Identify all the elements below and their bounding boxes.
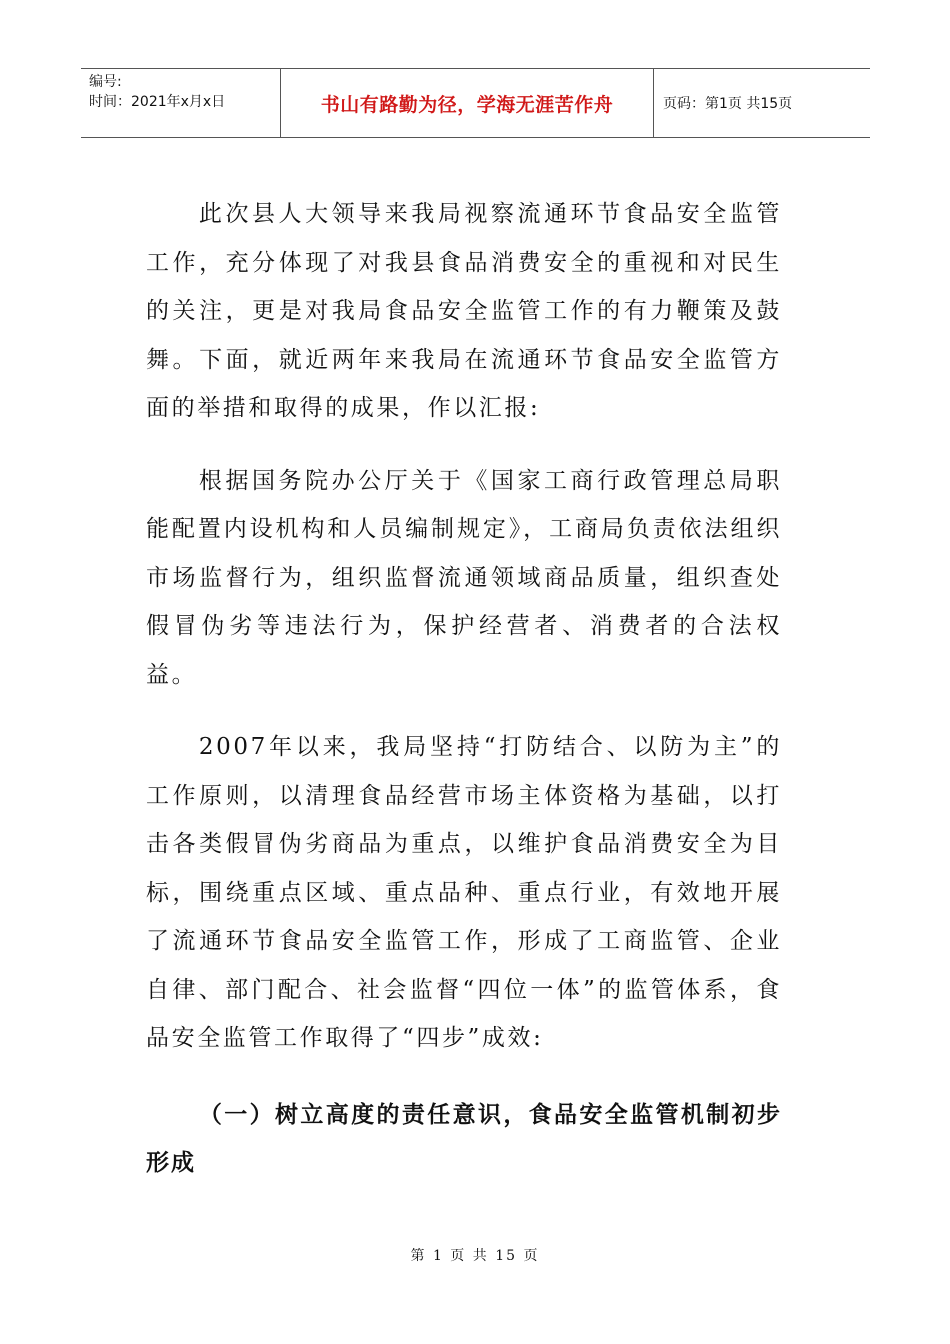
header-motto: 书山有路勤为径，学海无涯苦作舟: [320, 93, 614, 116]
header-page-info-cell: [654, 69, 870, 137]
document-date-label: 时间：2021年x月x日: [89, 94, 226, 110]
body-paragraph: 此次县人大领导来我局视察流通环节食品安全监管工作，充分体现了对我县食品消费安全的重视和对民生的关注，更是对我局食品安全监管工作的有力鞭策及鼓舞。下面，就近两年来我局在流通环节食品安全监管方面的举措和取得的成果，作以汇报:: [146, 201, 782, 421]
body-paragraph: 根据国务院办公厅关于《国家工商行政管理总局职能配置内设机构和人员编制规定》，工商局负责依法组织市场监督行为，组织监督流通领域商品质量，组织查处假冒伪劣等违法行为，保护经营者、消费者的合法权益。: [146, 467, 782, 688]
document-number-label: 编号:: [89, 74, 122, 90]
header-page-info: 页码：第1页 共15页: [663, 96, 793, 112]
page-header: [81, 68, 870, 138]
body-paragraph: 2007年以来，我局坚持“打防结合、以防为主”的工作原则，以清理食品经营市场主体资格为基础，以打击各类假冒伪劣商品为重点，以维护食品消费安全为目标，围绕重点区域、重点品种、重点行业，有效地开展了流通环节食品安全监管工作，形成了工商监管、企业自律、部门配合、社会监督“四位一体”的监管体系，食品安全监管工作取得了“四步”成效:: [146, 734, 782, 1051]
section-heading: （一）树立高度的责任意识，食品安全监管机制初步形成: [146, 1100, 782, 1176]
document-body: [146, 190, 782, 1212]
header-meta: [81, 69, 281, 137]
page-footer: 第 1 页 共 15 页: [410, 1248, 540, 1264]
header-motto-cell: [281, 69, 654, 137]
